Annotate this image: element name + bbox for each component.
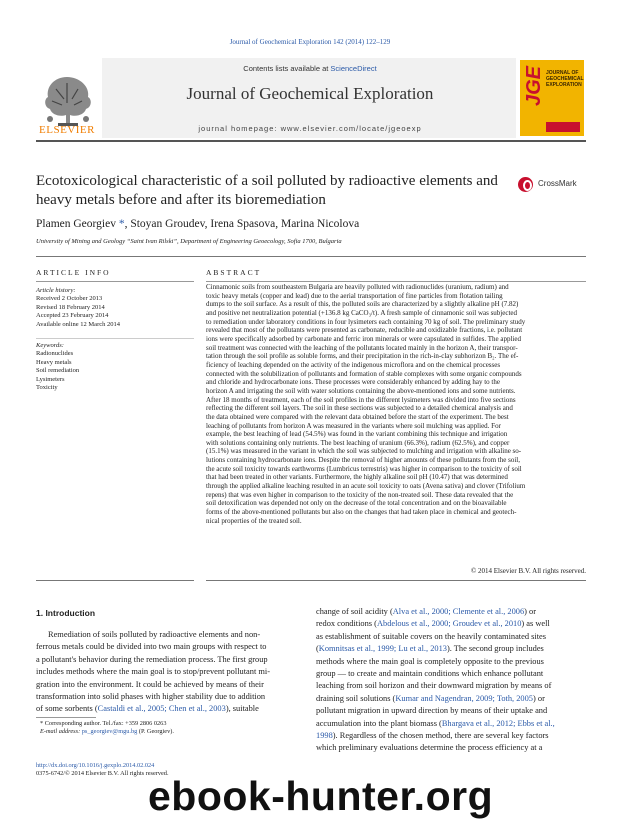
journal-homepage[interactable]: journal homepage: www.elsevier.com/locate/jgeoexp bbox=[198, 124, 422, 133]
journal-cover-thumbnail bbox=[520, 60, 584, 136]
divider bbox=[36, 580, 194, 581]
abstract-line: example, the best leaching of lead (54.5%) was found in the variant combining this technique and irrigation bbox=[206, 430, 508, 439]
email-label: E-mail address: bbox=[40, 728, 81, 735]
text-line bbox=[316, 730, 588, 742]
citation-link[interactable]: Alva et al., 2000; Clemente et al., 2006 bbox=[392, 607, 525, 616]
crossmark-icon bbox=[518, 177, 533, 192]
text-line bbox=[316, 656, 588, 668]
keyword-item: Heavy metals bbox=[36, 358, 72, 366]
text-line: transformation into solid phases with higher stability due to addition bbox=[36, 692, 266, 702]
corresponding-author-note: * Corresponding author. Tel./fax: +359 2806 0263 bbox=[40, 720, 167, 727]
text-fragment: group — to create and maintain conditions which enhance pollutant bbox=[316, 669, 544, 679]
text-line bbox=[316, 643, 588, 655]
corresponding-author-marker[interactable]: * bbox=[115, 218, 125, 230]
abstract-line: soil treatment was connected with the leaching of the pollutants located mainly in the horizon A, their transpor- bbox=[206, 343, 518, 352]
article-info-heading: ARTICLE INFO bbox=[36, 268, 111, 277]
abstract-line: that had been treated in other variants. Furthermore, the highly alkaline soil pH (10.47) that was determined bbox=[206, 473, 508, 482]
abstract-heading: ABSTRACT bbox=[206, 268, 262, 277]
citation-link[interactable]: Castaldi et al., 2005; Chen et al., 2003 bbox=[97, 704, 226, 714]
divider bbox=[36, 281, 194, 282]
issn-copyright: 0375-6742/© 2014 Elsevier B.V. All rights reserved. bbox=[36, 770, 169, 777]
abstract-line: nical properties of the treated soil. bbox=[206, 516, 302, 525]
text-fragment: pollutant migration in upward direction by means of their uptake and bbox=[316, 706, 548, 716]
history-item: Revised 18 February 2014 bbox=[36, 303, 105, 311]
citation-link[interactable]: Kumar and Nagendran, 2009; Toth, 2005 bbox=[395, 693, 533, 703]
abstract-line: tation through the soil profile as soluble forms, and their precipitation in the rich-in-clay subhorizon B₂. The ef- bbox=[206, 352, 519, 361]
elsevier-wordmark: ELSEVIER bbox=[39, 124, 95, 136]
text-fragment: as establishment of suitable covers on the heavily contaminated sites bbox=[316, 631, 547, 641]
keyword-item: Soil remediation bbox=[36, 367, 80, 375]
abstract-line: toxic heavy metals (copper and lead) due to the aerial transportation of fine particles from flotation tailing bbox=[206, 291, 503, 300]
text-line bbox=[316, 705, 588, 717]
article-history bbox=[36, 287, 194, 329]
journal-reference[interactable]: Journal of Geochemical Exploration 142 (2014) 122–129 bbox=[229, 38, 391, 46]
article-title: Ecotoxicological characteristic of a soil polluted by radioactive elements and heavy metals before and after its bioremediation bbox=[36, 173, 498, 208]
text-line bbox=[316, 618, 588, 630]
abstract-line: After 18 months of treatment, each of the soil profiles in the different lysimeters was divided into five sections bbox=[206, 395, 516, 404]
email-link[interactable]: ps_georgiev@mgu.bg bbox=[81, 728, 138, 735]
citation-link[interactable]: Abdelous et al., 2000; Groudev et al., 2010 bbox=[376, 619, 522, 629]
contents-prefix: Contents lists available at bbox=[243, 64, 329, 73]
text-line bbox=[316, 606, 588, 618]
crossmark-label: CrossMark bbox=[538, 179, 577, 188]
intro-right-column bbox=[316, 606, 588, 755]
abstract-line: Cinnamonic soils from southeastern Bulgaria are heavily polluted with radionuclides (uranium, radium) and bbox=[206, 283, 509, 291]
abstract-line: horizon A and irrigating the soil with water solutions containing the above-mentioned ions and some nutrients. bbox=[206, 386, 516, 395]
history-item: Received 2 October 2013 bbox=[36, 295, 103, 303]
citation-link[interactable]: Komnitsas et al., 1999; Lu et al., 2013 bbox=[318, 644, 447, 654]
abstract-line: to remediation under laboratory conditions in four lysimeters each containing 70 kg of soil. The preliminary study bbox=[206, 317, 526, 326]
text-fragment: ) as well bbox=[521, 619, 550, 629]
text-line: gration into the environment. It could be achieved by means of their bbox=[36, 679, 264, 689]
author-rest: , Stoyan Groudev, Irena Spasova, Marina Nicolova bbox=[124, 218, 360, 230]
footnote bbox=[40, 720, 300, 736]
text-line bbox=[316, 680, 588, 692]
doi-link[interactable]: http://dx.doi.org/10.1016/j.gexplo.2014.02.024 bbox=[36, 762, 155, 769]
abstract-line: reflecting the different soil layers. The soil in these sections was subjected to a detailed chemical analysis and bbox=[206, 404, 513, 413]
text-line: ferrous metals could be divided into two main groups with respect to bbox=[36, 642, 267, 652]
text-fragment: which preliminary evaluations determine the process efficiency at a bbox=[316, 743, 543, 753]
divider bbox=[36, 256, 586, 257]
abstract-line: and chloride and hydrocarbonate ions. These processes were considerably enhanced by adding hay to the bbox=[206, 378, 500, 387]
text-fragment: ) or bbox=[524, 607, 537, 616]
sciencedirect-link[interactable]: ScienceDirect bbox=[330, 64, 377, 73]
text-fragment: methods where the main goal is completely opposite to the previous bbox=[316, 656, 544, 666]
abstract-line: forms of the above-mentioned pollutants but also on the changes that had taken place in chemical and geotech- bbox=[206, 508, 517, 517]
intro-left-column bbox=[36, 629, 302, 716]
text-line bbox=[316, 718, 588, 730]
abstract-line: soil detoxification was depended not only on the decrease of the total concentration and on the bioavailable bbox=[206, 499, 507, 508]
author-list bbox=[36, 218, 586, 230]
text-fragment: ) or bbox=[533, 693, 545, 703]
text-line bbox=[316, 742, 588, 754]
cover-title: JOURNAL OF GEOCHEMICAL EXPLORATION bbox=[546, 70, 584, 88]
abstract-line: (15.1%) was measured in the variant in which the soil was subjected to mulching and irrigation with alkaline so- bbox=[206, 447, 522, 456]
keyword-item: Toxicity bbox=[36, 384, 58, 392]
text-line bbox=[36, 703, 302, 715]
abstract-line: dumps to the soil surface. As a result of this, the polluted soils are characterized by a slightly alkaline pH (7.82) bbox=[206, 300, 519, 309]
history-item: Accepted 23 February 2014 bbox=[36, 312, 109, 320]
text-line: a pollutant's behavior during the remediation process. The first group bbox=[36, 654, 268, 664]
text-line bbox=[316, 631, 588, 643]
text-line bbox=[316, 668, 588, 680]
abstract-copyright: © 2014 Elsevier B.V. All rights reserved. bbox=[470, 567, 586, 575]
abstract-line: with solutions containing only nutrients. The best leaching of uranium (66.3%), radium (62.5%), and copper bbox=[206, 438, 510, 447]
abstract-line: ions were specifically adsorbed by carbonate and ferric iron minerals or were capsulated in sulfides. The applied bbox=[206, 334, 521, 343]
email-suffix: (P. Georgiev). bbox=[138, 728, 174, 735]
text-fragment: draining soil solutions ( bbox=[316, 693, 396, 703]
divider bbox=[206, 281, 586, 282]
citation-link[interactable]: 1998 bbox=[316, 731, 333, 741]
abstract-line: connected with the solubilization of pollutants and formation of stable complexes with some organic compounds bbox=[206, 369, 522, 378]
contents-available bbox=[110, 64, 510, 73]
text-fragment: leaching from soil horizon and their downward migration by means of bbox=[316, 681, 552, 691]
watermark: ebook-hunter.org bbox=[148, 773, 494, 819]
author-first: Plamen Georgiev bbox=[36, 218, 116, 230]
crossmark-badge[interactable] bbox=[518, 176, 588, 194]
cover-strip bbox=[546, 122, 580, 132]
header-rule bbox=[36, 140, 586, 142]
keywords-label: Keywords: bbox=[36, 342, 64, 349]
abstract-line: through the applied alkaline leaching resulted in an acute soil toxicity to oats (Avena sativa) and clover (Trifolium bbox=[206, 482, 526, 491]
text-line: Remediation of soils polluted by radioactive elements and non- bbox=[48, 630, 261, 639]
abstract-line: ficiency of leaching depended on the activity of the indigenous microflora and on the chemical processes bbox=[206, 360, 501, 369]
keyword-item: Lysimeters bbox=[36, 375, 65, 383]
abstract-line: lutions containing hydrocarbonate ions. Despite the removal of higher amounts of these pollutants from the soil, bbox=[206, 456, 520, 465]
journal-title: Journal of Geochemical Exploration bbox=[186, 84, 434, 103]
text-fragment: ). Regardless of the chosen method, there are several key factors bbox=[332, 731, 549, 741]
text-fragment: accumulation into the plant biomass ( bbox=[316, 718, 442, 728]
keyword-item: Radionuclides bbox=[36, 350, 74, 358]
affiliation: University of Mining and Geology “Saint Ivan Rilski”, Department of Engineering Geoecology, Sofia 1700, Bulgaria bbox=[36, 238, 342, 245]
cover-abbrev: JGE bbox=[523, 66, 545, 107]
text-fragment: ). The second group includes bbox=[446, 644, 544, 654]
abstract-line: the acute soil toxicity towards earthworms (Lumbricus terrestris) was higher in comparison to the toxicity of soil bbox=[206, 464, 522, 473]
divider bbox=[206, 580, 586, 581]
text-fragment: ( bbox=[316, 644, 319, 654]
abstract-line: revealed that most of the pollutants were presented as carbonate, reducible and oxidizable fractions, i.e. pollutant bbox=[206, 326, 523, 335]
email-line bbox=[40, 728, 300, 736]
text-fragment: ), suitable bbox=[225, 704, 259, 714]
text-line: includes methods where the main goal is to stop/prevent pollutant mi- bbox=[36, 667, 270, 677]
history-item: Available online 12 March 2014 bbox=[36, 320, 120, 328]
keywords bbox=[36, 342, 194, 392]
history-label: Article history: bbox=[36, 287, 76, 294]
text-fragment: redox conditions ( bbox=[316, 619, 377, 629]
text-fragment: of some sorbents ( bbox=[36, 704, 98, 714]
abstract-line: repens) that was even higher in comparison to the toxicity of the non-treated soil. These data revealed that the bbox=[206, 490, 514, 499]
footnote-rule bbox=[36, 717, 96, 718]
citation-link[interactable]: Bhargava et al., 2012; Ebbs et al., bbox=[441, 718, 555, 728]
abstract-line: leaching of pollutants from horizon A was measured in the variants where soil mulching was applied. For bbox=[206, 421, 501, 430]
section-heading-introduction: 1. Introduction bbox=[36, 608, 96, 618]
abstract-line: and positive net neutralization potential (+136.8 kg CaCO₃/t). A fresh sample of cinnamonic soil was subjected bbox=[206, 308, 518, 317]
text-line bbox=[316, 693, 588, 705]
abstract-body bbox=[206, 283, 586, 525]
divider bbox=[36, 338, 194, 339]
abstract-line: the data obtained were compared with the relevant data obtained before the start of the experiment. The best bbox=[206, 412, 509, 421]
text-fragment: change of soil acidity ( bbox=[316, 607, 393, 616]
